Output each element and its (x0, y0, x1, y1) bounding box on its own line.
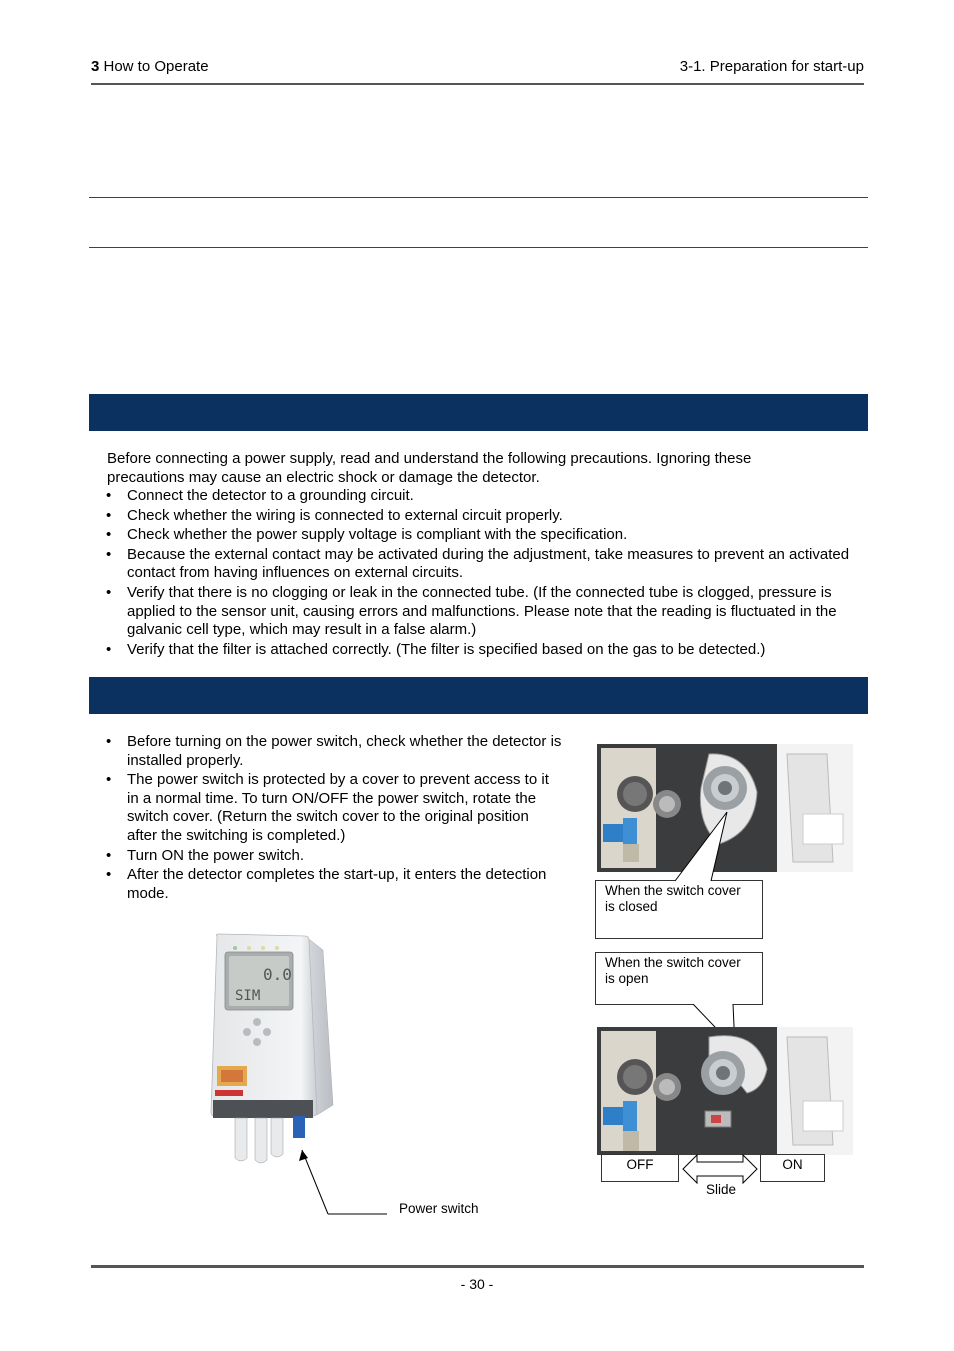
switch-cover-open-photo (597, 1027, 853, 1155)
list-item: • Turn ON the power switch. (91, 847, 563, 866)
display-value: 0.0 (263, 965, 292, 984)
slide-double-arrow-icon (681, 1153, 759, 1185)
list-item: • Verify that the filter is attached correctly. (The filter is specified based on the gas to be detected.) (91, 641, 861, 660)
list-item: • After the detector completes the start-up, it enters the detection mode. (91, 866, 563, 903)
section-bar-precautions (89, 394, 868, 431)
list-item: • Check whether the wiring is connected to external circuit properly. (91, 507, 861, 526)
gas-detector-illustration (205, 930, 340, 1165)
section-bar-startup (89, 677, 868, 714)
precautions-list (91, 487, 861, 659)
callout-closed-pointer (665, 810, 745, 882)
on-label: ON (782, 1157, 803, 1172)
list-item: • Because the external contact may be activated during the adjustment, take measures to prevent an activated contact from having influences on external circuits. (91, 546, 861, 583)
header-section: 3-1. Preparation for start-up (679, 58, 864, 75)
off-label-box (601, 1154, 679, 1182)
chapter-title: How to Operate (99, 58, 209, 75)
precautions-intro: Before connecting a power supply, read and understand the following precautions. Ignoring these precautions may cause an electric shock or damage the detector. (107, 450, 752, 486)
on-label-box (760, 1154, 825, 1182)
callout-cover-closed: When the switch cover is closed (595, 880, 763, 939)
title-rule-top (89, 197, 868, 198)
header-divider (91, 83, 864, 85)
display-text: SIM (235, 988, 261, 1004)
startup-list (91, 733, 563, 903)
title-rule-bottom (89, 247, 868, 248)
header-chapter (91, 58, 209, 75)
slide-label: Slide (706, 1182, 737, 1197)
list-item: • Before turning on the power switch, check whether the detector is installed properly. (91, 733, 563, 770)
power-switch-leader (295, 1145, 395, 1220)
list-item: • The power switch is protected by a cover to prevent access to it in a normal time. To turn ON/OFF the power switch, rotate the switch cover. (Return the switch cover to the original position after the switching is completed.) (91, 771, 563, 845)
callout-cover-open: When the switch cover is open (595, 952, 763, 1005)
list-item: • Connect the detector to a grounding circuit. (91, 487, 861, 506)
footer-divider (91, 1265, 864, 1268)
list-item: • Check whether the power supply voltage is compliant with the specification. (91, 526, 861, 545)
power-switch-label: Power switch (399, 1201, 479, 1216)
page-number: - 30 - (460, 1276, 494, 1292)
chapter-number: 3 (91, 58, 100, 75)
list-item: • Verify that there is no clogging or leak in the connected tube. (If the connected tube is clogged, pressure is applied to the sensor unit, causing errors and malfunctions. Please note that the reading is fluctuated in the galvanic cell type, which may result in a false alarm.) (91, 584, 861, 640)
off-label: OFF (626, 1157, 654, 1172)
